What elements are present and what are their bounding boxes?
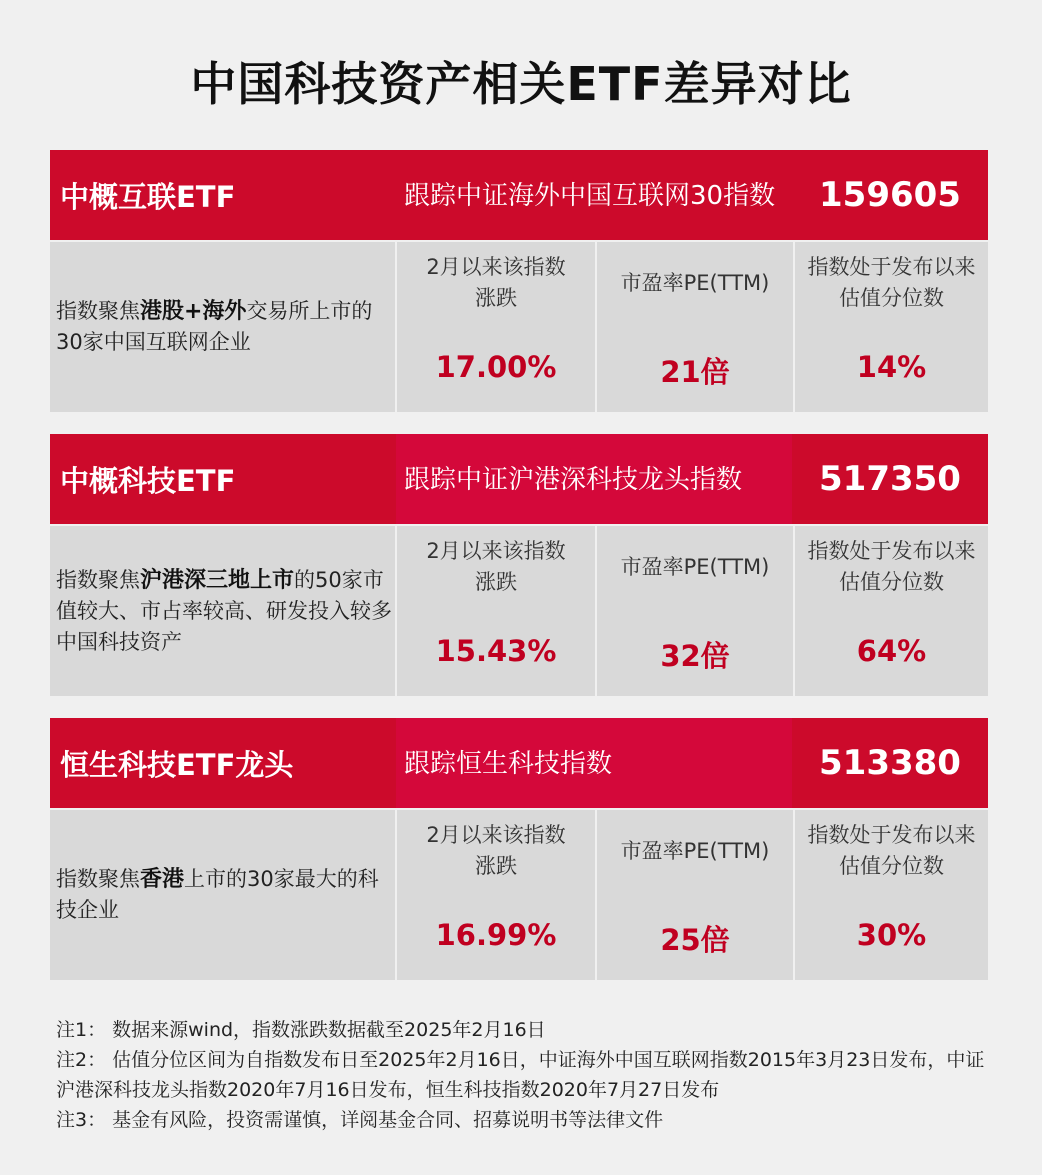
metric-percentile-value: 30% bbox=[856, 918, 927, 952]
metric-percentile-value: 64% bbox=[856, 634, 927, 668]
etf-tracking-index: 跟踪中证海外中国互联网30指数 bbox=[404, 181, 776, 211]
etf-header bbox=[50, 718, 988, 808]
page-title: 中国科技资产相关ETF差异对比 bbox=[190, 57, 852, 111]
metric-percentile-cell bbox=[795, 526, 988, 696]
etf-card-517350 bbox=[50, 434, 988, 696]
metric-pe-value: 25倍 bbox=[660, 923, 730, 957]
etf-description-cell bbox=[50, 242, 395, 412]
metric-change-value: 15.43% bbox=[435, 634, 557, 668]
etf-card-159605 bbox=[50, 150, 988, 412]
etf-code: 513380 bbox=[819, 743, 961, 783]
footnote: 注3： 基金有风险，投资需谨慎，详阅基金合同、招募说明书等法律文件 bbox=[56, 1109, 664, 1131]
metric-change-label: 2月以来该指数涨跌 bbox=[426, 255, 566, 310]
etf-description-cell bbox=[50, 526, 395, 696]
etf-description-cell bbox=[50, 810, 395, 980]
metric-change-value: 17.00% bbox=[435, 350, 557, 384]
metric-change-cell bbox=[397, 242, 595, 412]
metric-pe-cell bbox=[597, 526, 793, 696]
etf-name: 中概互联ETF bbox=[60, 179, 236, 214]
metric-pe-value: 21倍 bbox=[660, 355, 730, 389]
metric-percentile-cell bbox=[795, 810, 988, 980]
etf-header bbox=[50, 150, 988, 240]
metric-percentile-label: 指数处于发布以来估值分位数 bbox=[807, 255, 976, 310]
etf-tracking-index: 跟踪中证沪港深科技龙头指数 bbox=[404, 465, 743, 495]
etf-code: 517350 bbox=[819, 459, 961, 499]
metric-pe-cell bbox=[597, 242, 793, 412]
metric-change-cell bbox=[397, 810, 595, 980]
metric-change-value: 16.99% bbox=[435, 918, 557, 952]
etf-name: 恒生科技ETF龙头 bbox=[60, 747, 294, 782]
footnote: 注2： 估值分位区间为自指数发布日至2025年2月16日，中证海外中国互联网指数2015年3月23日发布，中证沪港深科技龙头指数2020年7月16日发布，恒生科技指数2020年7月27日发布 bbox=[56, 1049, 985, 1101]
metric-pe-label: 市盈率PE(TTM) bbox=[620, 839, 770, 863]
metric-change-label: 2月以来该指数涨跌 bbox=[426, 823, 566, 878]
etf-header bbox=[50, 434, 988, 524]
metric-change-cell bbox=[397, 526, 595, 696]
etf-description: 指数聚焦港股+海外交易所上市的30家中国互联网企业 bbox=[56, 299, 373, 354]
metric-percentile-label: 指数处于发布以来估值分位数 bbox=[807, 539, 976, 594]
metric-percentile-cell bbox=[795, 242, 988, 412]
metric-pe-label: 市盈率PE(TTM) bbox=[620, 555, 770, 579]
metric-pe-cell bbox=[597, 810, 793, 980]
footnotes bbox=[56, 1015, 996, 1135]
metric-pe-value: 32倍 bbox=[660, 639, 730, 673]
metric-percentile-label: 指数处于发布以来估值分位数 bbox=[807, 823, 976, 878]
etf-code: 159605 bbox=[819, 175, 961, 215]
etf-tracking-index: 跟踪恒生科技指数 bbox=[404, 749, 613, 779]
etf-description: 指数聚焦香港上市的30家最大的科技企业 bbox=[56, 867, 379, 922]
etf-name: 中概科技ETF bbox=[60, 463, 236, 498]
etf-card-513380 bbox=[50, 718, 988, 980]
footnote: 注1： 数据来源wind，指数涨跌数据截至2025年2月16日 bbox=[56, 1019, 546, 1041]
metric-change-label: 2月以来该指数涨跌 bbox=[426, 539, 566, 594]
metric-percentile-value: 14% bbox=[856, 350, 927, 384]
metric-pe-label: 市盈率PE(TTM) bbox=[620, 271, 770, 295]
etf-description: 指数聚焦沪港深三地上市的50家市值较大、市占率较高、研发投入较多中国科技资产 bbox=[56, 567, 392, 654]
